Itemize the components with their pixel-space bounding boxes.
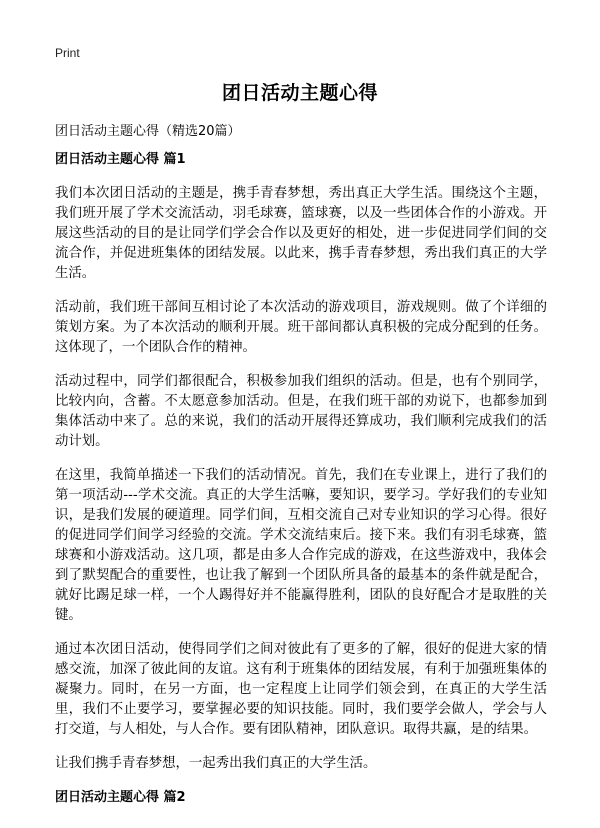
paragraph: 通过本次团日活动，使得同学们之间对彼此有了更多的了解，很好的促进大家的情感交流，加深了彼此间的友谊。这有利于班集体的团结发展，有利于加强班集体的凝聚力。同时，在另一方面，也一定程度上让同学们领会到，在真正的大学生活里，我们不止要学习，要掌握必要的知识技能。同时，我们要学会做人，学会与人打交道，与人相处，与人合作。要有团队精神，团队意识。取得共赢，是的结果。	[55, 642, 547, 737]
page-title: 团日活动主题心得	[221, 82, 378, 104]
paragraph: 活动前，我们班干部间互相讨论了本次活动的游戏项目，游戏规则。做了个详细的策划方案。为了本次活动的顺利开展。班干部间都认真积极的完成分配到的任务。这体现了，一个团队合作的精神。	[55, 300, 547, 355]
document-subtitle: 团日活动主题心得（精选20篇）	[55, 124, 241, 139]
paragraph: 在这里，我简单描述一下我们的活动情况。首先，我们在专业课上，进行了我们的第一项活动---学术交流。真正的大学生活嘛，要知识，要学习。学好我们的专业知识，是我们发展的硬道理。同学们间，互相交流自己对专业知识的学习心得。很好的促进同学们间学习经验的交流。学术交流结束后。接下来。我们有羽毛球赛，篮球赛和小游戏活动。这几项，都是由多人合作完成的游戏，在这些游戏中，我体会到了默契配合的重要性，也让我了解到一个团队所具备的最基本的条件就是配合，就好比踢足球一样，一个人踢得好并不能赢得胜利，团队的良好配合才是取胜的关键。	[55, 468, 547, 623]
paragraph: 活动过程中，同学们都很配合，积极参加我们组织的活动。但是，也有个别同学，比较内向，含蓄。不太愿意参加活动。但是，在我们班干部的劝说下，也都参加到集体活动中来了。总的来说，我们的活动开展得还算成功，我们顺利完成我们的活动计划。	[55, 374, 547, 449]
document-body	[55, 150, 547, 822]
paragraph: 让我们携手青春梦想，一起秀出我们真正的大学生活。	[55, 756, 377, 771]
section-heading-1: 团日活动主题心得 篇1	[55, 152, 186, 167]
section-heading-2: 团日活动主题心得 篇2	[55, 790, 186, 805]
paragraph: 我们本次团日活动的主题是，携手青春梦想，秀出真正大学生活。围绕这个主题，我们班开展了学术交流活动，羽毛球赛，篮球赛，以及一些团体合作的小游戏。开展这些活动的目的是让同学们学会合作以及更好的相处，进一步促进同学们间的交流合作，并促进班集体的团结发展。以此来，携手青春梦想，秀出我们真正的大学生活。	[55, 186, 547, 281]
print-label: Print	[55, 46, 80, 60]
